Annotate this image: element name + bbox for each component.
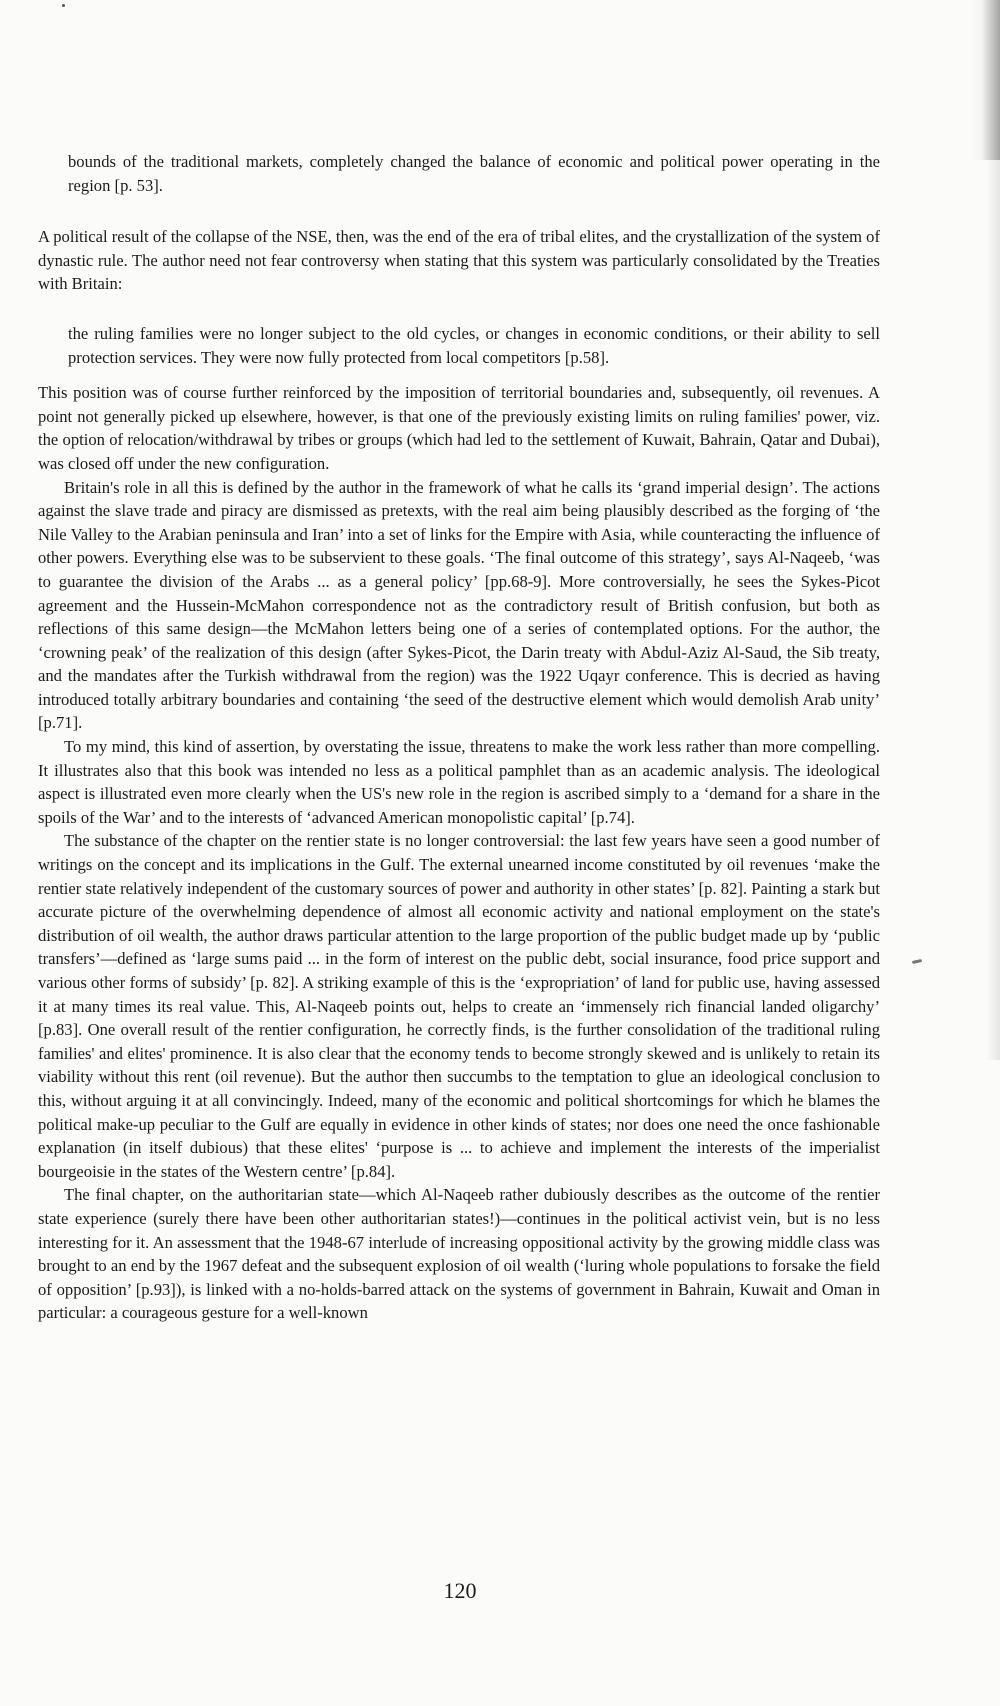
paragraph: This position was of course further reinforced by the imposition of territorial boundaries and, subsequently, oil revenues. A point not generally picked up elsewhere, however, is that one of the previously existing limits on ruling families' power, viz. the option of relocation/withdrawal by tribes or groups (which had led to the settlement of Kuwait, Bahrain, Qatar and Dubai), was closed off under the new configuration.: [38, 383, 880, 473]
block-quote-continuation: bounds of the traditional markets, completely changed the balance of economic and political power operating in the region [p. 53].: [68, 152, 880, 195]
block-quote: the ruling families were no longer subject to the old cycles, or changes in economic conditions, or their ability to sell protection services. They were now fully protected from local competitors [p.58].: [68, 323, 880, 367]
page-edge-shadow: [970, 0, 1000, 160]
page-number: 120: [443, 1578, 477, 1603]
paragraph: The substance of the chapter on the rentier state is no longer controversial: the last few years have seen a good number of writings on the concept and its implications in the Gulf. The external unearned income constituted by oil revenues ‘make the rentier state relatively independent of the customary sources of power and authority in other states’ [p. 82]. Painting a stark but accurate picture of the overwhelming dependence of almost all economic activity and national employment on the state's distribution of oil wealth, the author draws particular attention to the large proportion of the public budget made up by ‘public transfers’—defined as ‘large sums paid ... in the form of interest on the public debt, social insurance, food price support and various other forms of subsidy’ [p. 82]. A striking example of this is the ‘expropriation’ of land for public use, having assessed it at many times its real value. This, Al-Naqeeb points out, helps to create an ‘immensely rich financial landed oligarchy’ [p.83]. One overall result of the rentier configuration, he correctly finds, is the further consolidation of the traditional ruling families' and elites' prominence. It is also clear that the economy tends to become strongly skewed and is unlikely to retain its viability without this rent (oil revenue). But the author then succumbs to the temptation to glue an ideological conclusion to this, without arguing it at all convincingly. Indeed, many of the economic and political shortcomings for which he blames the political make-up peculiar to the Gulf are equally in evidence in other kinds of states; nor does one need the once fashionable explanation (in itself dubious) that these elites' ‘purpose is ... to achieve and implement the interests of the imperialist bourgeoisie in the states of the Western centre’ [p.84].: [38, 831, 880, 1181]
page-body: [38, 150, 880, 1325]
paragraph: The final chapter, on the authoritarian state—which Al-Naqeeb rather dubiously describes as the outcome of the rentier state experience (surely there have been other authoritarian states!)—continues in the political activist vein, but is no less interesting for it. An assessment that the 1948-67 interlude of increasing oppositional activity by the growing middle class was brought to an end by the 1967 defeat and the subsequent explosion of oil wealth (‘luring whole populations to forsake the field of opposition’ [p.93]), is linked with a no-holds-barred attack on the systems of government in Bahrain, Kuwait and Oman in particular: a courageous gesture for a well-known: [38, 1185, 880, 1323]
paragraph: To my mind, this kind of assertion, by overstating the issue, threatens to make the work less rather than more compelling. It illustrates also that this book was intended no less as a political pamphlet than as an academic analysis. The ideological aspect is illustrated even more clearly when the US's new role in the region is ascribed simply to a ‘demand for a share in the spoils of the War’ and to the interests of ‘advanced American monopolistic capital’ [p.74].: [38, 737, 880, 827]
margin-mark: [912, 959, 922, 964]
page-edge-shadow-lower: [986, 160, 1000, 1060]
scan-speck: [62, 4, 65, 7]
paragraph: A political result of the collapse of the NSE, then, was the end of the era of tribal elites, and the crystallization of the system of dynastic rule. The author need not fear controversy when stating that this system was particularly consolidated by the Treaties with Britain:: [38, 227, 880, 294]
paragraph: Britain's role in all this is defined by the author in the framework of what he calls its ‘grand imperial design’. The actions against the slave trade and piracy are dismissed as pretexts, with the real aim being plausibly described as the forging of ‘the Nile Valley to the Arabian peninsula and Iran’ into a set of links for the Empire with Asia, while counteracting the influence of other powers. Everything else was to be subservient to these goals. ‘The final outcome of this strategy’, says Al-Naqeeb, ‘was to guarantee the division of the Arabs ... as a general policy’ [pp.68-9]. More controversially, he sees the Sykes-Picot agreement and the Hussein-McMahon correspondence not as the contradictory result of British confusion, but both as reflections of this same design—the McMahon letters being one of a series of contemplated options. For the author, the ‘crowning peak’ of the realization of this design (after Sykes-Picot, the Darin treaty with Abdul-Aziz Al-Saud, the Sib treaty, and the mandates after the Turkish withdrawal from the region) was the 1922 Uqayr conference. This is decried as having introduced totally arbitrary boundaries and containing ‘the seed of the destructive element which would demolish Arab unity’ [p.71].: [38, 477, 880, 733]
